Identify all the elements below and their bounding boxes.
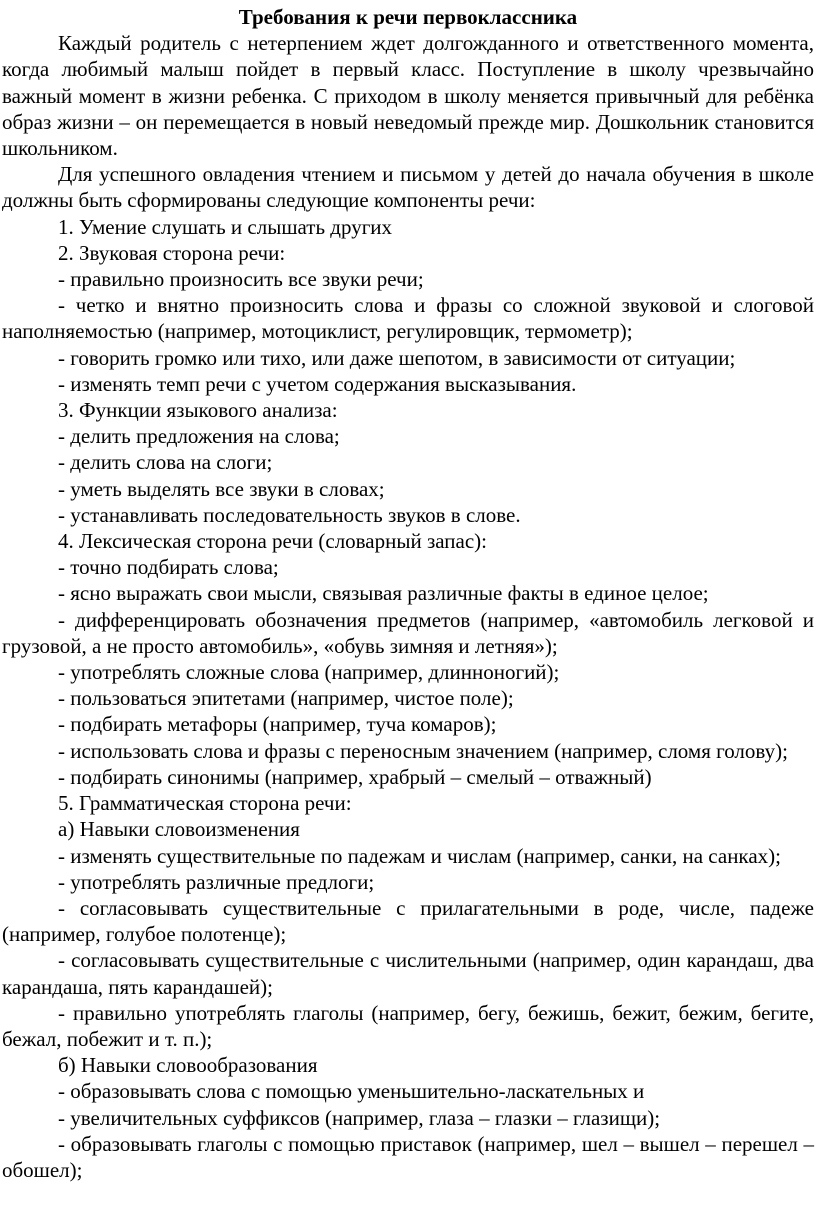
list-item: - дифференцировать обозначения предметов (например, «автомобиль легковой и грузовой, а не просто автомобиль», «обувь зимняя и летняя»); bbox=[2, 607, 814, 658]
list-item: - подбирать синонимы (например, храбрый – смелый – отважный) bbox=[58, 764, 652, 789]
list-item: - изменять существительные по падежам и числам (например, санки, на санках); bbox=[58, 843, 781, 868]
list-item: - подбирать метафоры (например, туча комаров); bbox=[58, 712, 497, 737]
section-grammar: 5. Грамматическая сторона речи: bbox=[58, 791, 352, 816]
list-item: - использовать слова и фразы с переносным значением (например, сломя голову); bbox=[58, 738, 788, 763]
document-body bbox=[2, 30, 814, 1183]
subsection-inflection: а) Навыки словоизменения bbox=[58, 817, 300, 842]
list-item: - устанавливать последовательность звуков в слове. bbox=[58, 502, 521, 527]
list-item: - образовывать глаголы с помощью приставок (например, шел – вышел – перешел – обошел); bbox=[2, 1131, 814, 1182]
list-item: - образовывать слова с помощью уменьшительно-ласкательных и bbox=[58, 1079, 645, 1104]
list-item: - пользоваться эпитетами (например, чистое поле); bbox=[58, 686, 514, 711]
list-item: - согласовывать существительные с прилагательными в роде, числе, падеже (например, голубое полотенце); bbox=[2, 895, 814, 947]
section-analysis: 3. Функции языкового анализа: bbox=[58, 398, 338, 423]
list-item: - правильно употреблять глаголы (например, бегу, бежишь, бежит, бежим, бегите, бежал, побежит и т. п.); bbox=[2, 1000, 814, 1051]
subsection-word-formation: б) Навыки словообразования bbox=[58, 1053, 318, 1078]
list-item: - увеличительных суффиксов (например, глаза – глазки – глазищи); bbox=[58, 1105, 661, 1130]
list-item: - четко и внятно произносить слова и фразы со сложной звуковой и слоговой наполняемостью (например, мотоциклист, регулировщик, термометр); bbox=[2, 293, 814, 344]
list-item: - согласовывать существительные с числительными (например, один карандаш, два карандаша, пять карандашей); bbox=[2, 948, 814, 999]
list-item: - делить слова на слоги; bbox=[58, 450, 273, 475]
section-lexical: 4. Лексическая сторона речи (словарный запас): bbox=[58, 529, 488, 554]
list-item: - изменять темп речи с учетом содержания высказывания. bbox=[58, 371, 577, 396]
list-item: - ясно выражать свои мысли, связывая различные факты в единое целое; bbox=[58, 581, 709, 606]
document-title: Требования к речи первоклассника bbox=[238, 5, 578, 29]
list-item: - употреблять различные предлоги; bbox=[58, 869, 375, 894]
paragraph-components: Для успешного овладения чтением и письмом у детей до начала обучения в школе должны быть сформированы следующие компоненты речи: bbox=[2, 162, 814, 213]
list-item: - употреблять сложные слова (например, длинноногий); bbox=[58, 660, 560, 685]
section-sound: 2. Звуковая сторона речи: bbox=[58, 240, 286, 265]
list-item: - говорить громко или тихо, или даже шепотом, в зависимости от ситуации; bbox=[58, 345, 736, 370]
list-item: - правильно произносить все звуки речи; bbox=[58, 267, 424, 292]
list-item: - делить предложения на слова; bbox=[58, 424, 340, 449]
list-item: - уметь выделять все звуки в словах; bbox=[58, 476, 385, 501]
paragraph-intro: Каждый родитель с нетерпением ждет долгожданного и ответственного момента, когда любимый малыш пойдет в первый класс. Поступление в школу чрезвычайно важный момент в жизни ребенка. С приходом в школу меняется привычный для ребёнка образ жизни – он перемещается в новый неведомый прежде мир. Дошкольник становится школьником. bbox=[2, 31, 814, 161]
section-listening: 1. Умение слушать и слышать других bbox=[58, 214, 393, 239]
list-item: - точно подбирать слова; bbox=[58, 555, 279, 580]
